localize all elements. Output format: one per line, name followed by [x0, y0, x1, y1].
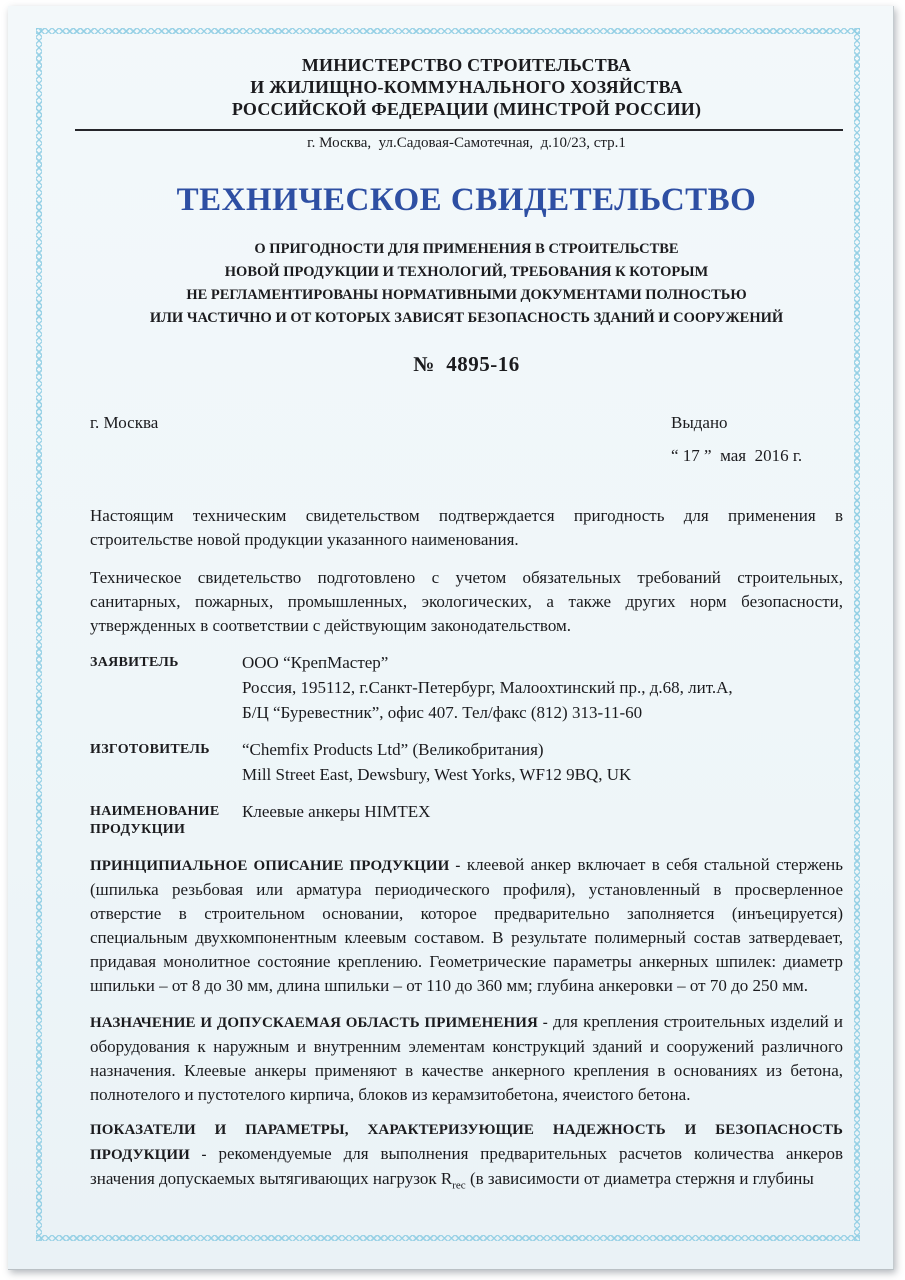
field-value-line: Россия, 195112, г.Санкт-Петербург, Малоохтинский пр., д.68, лит.А,	[242, 678, 733, 697]
field-row-manufacturer	[90, 737, 843, 787]
section-heading: ПРИНЦИПИАЛЬНОЕ ОПИСАНИЕ ПРОДУКЦИИ -	[90, 858, 461, 874]
document-title: ТЕХНИЧЕСКОЕ СВИДЕТЕЛЬСТВО	[176, 182, 757, 218]
section-text: для крепления строительных изделий и оборудования к наружным и внутренним элементам конструкций зданий и сооружений различного назначения. Клеевые анкеры применяют в качестве анкерного крепления в основаниях из бетона, полнотелого и пустотелого кирпича, блоков из керамзитобетона, ячеистого бетона.	[90, 1012, 843, 1104]
security-border-left	[36, 28, 42, 1241]
certificate-content	[90, 54, 843, 1191]
intro-paragraph: Настоящим техническим свидетельством подтверждается пригодность для применения в строительстве новой продукции указанного наименования.	[90, 506, 843, 549]
field-value	[242, 737, 843, 787]
section-text: клеевой анкер включает в себя стальной стержень (шпилька резьбовая или арматура периодического профиля), установленный в просверленное отверстие в строительном основании, которое предварительно заполняется (инъецируется) специальным двухкомпонентным клеевым составом. В результате полимерный состав затвердевает, придавая монолитное состояние креплению. Геометрические параметры анкерных шпилек: диаметр шпильки – от 8 до 30 мм, длина шпильки – от 110 до 360 мм; глубина анкеровки – от 70 до 250 мм.	[90, 855, 844, 995]
section-application	[90, 1010, 843, 1107]
field-value-line: Клеевые анкеры HIMTEX	[242, 802, 431, 821]
field-row-applicant	[90, 650, 843, 725]
subtitle-line: ИЛИ ЧАСТИЧНО И ОТ КОТОРЫХ ЗАВИСЯТ БЕЗОПАСНОСТЬ ЗДАНИЙ И СООРУЖЕНИЙ	[149, 310, 784, 326]
field-label: ИЗГОТОВИТЕЛЬ	[90, 742, 210, 757]
subtitle-line: НОВОЙ ПРОДУКЦИИ И ТЕХНОЛОГИЙ, ТРЕБОВАНИЯ К КОТОРЫМ	[224, 264, 709, 280]
r-rec-subscript: rec	[452, 1179, 466, 1192]
subtitle-line: НЕ РЕГЛАМЕНТИРОВАНЫ НОРМАТИВНЫМИ ДОКУМЕНТАМИ ПОЛНОСТЬЮ	[186, 287, 747, 303]
field-value-line: Mill Street East, Dewsbury, West Yorks, WF12 9BQ, UK	[242, 765, 632, 784]
field-label: НАИМЕНОВАНИЕ ПРОДУКЦИИ	[90, 804, 220, 837]
ministry-header-line: МИНИСТЕРСТВО СТРОИТЕЛЬСТВА	[301, 55, 632, 75]
field-value	[242, 799, 843, 839]
section-heading: ПОКАЗАТЕЛИ И ПАРАМЕТРЫ, ХАРАКТЕРИЗУЮЩИЕ НАДЕЖНОСТЬ И БЕЗОПАСНОСТЬ ПРОДУКЦИИ -	[90, 1122, 843, 1163]
header-rule	[75, 129, 843, 131]
field-value-line: “Chemfix Products Ltd” (Великобритания)	[242, 740, 544, 759]
section-parameters	[90, 1117, 843, 1191]
certificate-page	[8, 6, 894, 1270]
section-heading: НАЗНАЧЕНИЕ И ДОПУСКАЕМАЯ ОБЛАСТЬ ПРИМЕНЕНИЯ -	[90, 1015, 548, 1031]
ministry-header	[90, 54, 843, 120]
issue-row	[90, 413, 843, 466]
field-row-product-name	[90, 799, 843, 839]
certificate-number: № 4895-16	[413, 352, 520, 376]
section-text: (в зависимости от диаметра стержня и глубины	[465, 1169, 814, 1188]
section-description	[90, 853, 843, 998]
ministry-header-line: РОССИЙСКОЙ ФЕДЕРАЦИИ (МИНСТРОЙ РОССИИ)	[231, 99, 702, 119]
security-border-bottom	[36, 1235, 860, 1241]
fields-block	[90, 650, 843, 839]
issued-label: Выдано	[671, 413, 728, 432]
intro-paragraph: Техническое свидетельство подготовлено с учетом обязательных требований строительных, санитарных, пожарных, промышленных, экологических, а также других норм безопасности, утвержденных в соответствии с действующим законодательством.	[90, 568, 843, 635]
security-border-top	[36, 28, 860, 34]
section-text: рекомендуемые для выполнения предварительных расчетов количества анкеров значения допускаемых вытягивающих нагрузок R	[90, 1144, 843, 1188]
field-value-line: Б/Ц “Буревестник”, офис 407. Тел/факс (812) 313-11-60	[242, 703, 643, 722]
issue-date: “ 17 ” мая 2016 г.	[671, 446, 803, 465]
issue-city: г. Москва	[90, 413, 159, 432]
field-value-line: ООО “КрепМастер”	[242, 653, 389, 672]
ministry-address: г. Москва, ул.Садовая-Самотечная, д.10/23, стр.1	[307, 135, 626, 151]
field-label: ЗАЯВИТЕЛЬ	[90, 655, 179, 670]
field-value	[242, 650, 843, 725]
document-subtitle	[90, 238, 843, 330]
ministry-header-line: И ЖИЛИЩНО-КОММУНАЛЬНОГО ХОЗЯЙСТВА	[250, 77, 683, 97]
subtitle-line: О ПРИГОДНОСТИ ДЛЯ ПРИМЕНЕНИЯ В СТРОИТЕЛЬСТВЕ	[254, 241, 679, 257]
issue-block	[671, 413, 843, 466]
security-border-right	[854, 28, 860, 1241]
